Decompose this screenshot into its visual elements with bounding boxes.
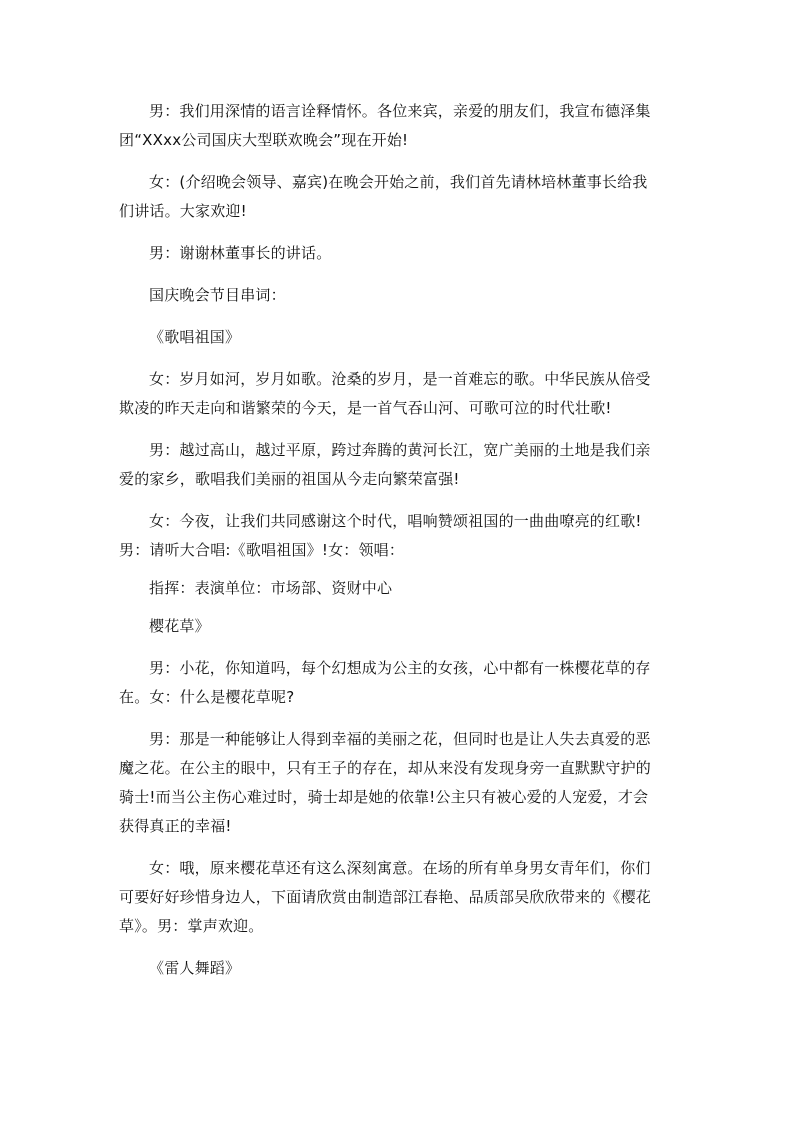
text-line: 欺凌的昨天走向和谐繁荣的今天，是一首气吞山河、可歌可泣的时代壮歌! xyxy=(119,399,612,417)
document-body xyxy=(119,97,675,983)
text-line: 女：哦，原来樱花草还有这么深刻寓意。在场的所有单身男女青年们，你们 xyxy=(149,859,651,877)
program-title-thunder-dance xyxy=(119,954,675,983)
text-line: 女：今夜，让我们共同感谢这个时代，唱响赞颂祖国的一曲曲嘹亮的红歌! xyxy=(149,512,642,530)
paragraph-years-like-river xyxy=(119,365,675,423)
text-line: 在。女：什么是樱花草呢? xyxy=(119,688,295,706)
paragraph-thanks-chairman xyxy=(119,239,675,268)
text-line: 男：小花，你知道吗，每个幻想成为公主的女孩，心中都有一株樱花草的存 xyxy=(149,659,651,677)
text-line: 男：谢谢林董事长的讲话。 xyxy=(149,244,332,262)
paragraph-flower-of-happiness xyxy=(119,725,675,841)
text-line: 《歌唱祖国》 xyxy=(149,328,241,346)
text-line: 女：岁月如河，岁月如歌。沧桑的岁月，是一首难忘的歌。中华民族从倍受 xyxy=(149,370,651,388)
text-line: 女：(介绍晚会领导、嘉宾)在晚会开始之前，我们首先请林培林董事长给我 xyxy=(149,173,648,191)
text-line: 魔之花。在公主的眼中，只有王子的存在，却从来没有发现身旁一直默默守护的 xyxy=(119,759,652,777)
text-line: 男：越过高山，越过平原，跨过奔腾的黄河长江，宽广美丽的土地是我们亲 xyxy=(149,441,651,459)
paragraph-tonight-red-songs xyxy=(119,507,675,565)
text-line: 男：请听大合唱:《歌唱祖国》!女：领唱： xyxy=(119,541,405,559)
text-line: 男：我们用深情的语言诠释情怀。各位来宾，亲爱的朋友们，我宣布德泽集 xyxy=(149,102,651,120)
paragraph-deep-meaning xyxy=(119,854,675,941)
program-title-sakura-grass xyxy=(119,612,675,641)
paragraph-conductor-units xyxy=(119,574,675,603)
program-title-sing-motherland xyxy=(119,323,675,352)
text-line: 国庆晚会节目串词： xyxy=(149,286,286,304)
text-line: 们讲话。大家欢迎! xyxy=(119,202,247,220)
paragraph-little-flower xyxy=(119,654,675,712)
text-line: 可要好好珍惜身边人，下面请欣赏由制造部江春艳、品质部吴欣欣带来的《樱花 xyxy=(119,888,652,906)
text-line: 获得真正的幸福! xyxy=(119,817,232,835)
text-line: 男：那是一种能够让人得到幸福的美丽之花，但同时也是让人失去真爱的恶 xyxy=(149,730,651,748)
text-line: 团“XXxx公司国庆大型联欢晚会”现在开始! xyxy=(119,131,409,149)
paragraph-introduce-guests xyxy=(119,168,675,226)
text-line: 樱花草》 xyxy=(149,617,210,635)
text-line: 《雷人舞蹈》 xyxy=(149,959,241,977)
text-line: 骑士!而当公主伤心难过时，骑士却是她的依靠!公主只有被心爱的人宠爱，才会 xyxy=(119,788,649,806)
text-line: 爱的家乡，歌唱我们美丽的祖国从今走向繁荣富强! xyxy=(119,470,460,488)
paragraph-program-heading xyxy=(119,281,675,310)
paragraph-opening-announcement xyxy=(119,97,675,155)
text-line: 指挥：表演单位：市场部、资财中心 xyxy=(149,579,393,597)
paragraph-cross-mountains xyxy=(119,436,675,494)
text-line: 草》。男：掌声欢迎。 xyxy=(119,917,264,935)
